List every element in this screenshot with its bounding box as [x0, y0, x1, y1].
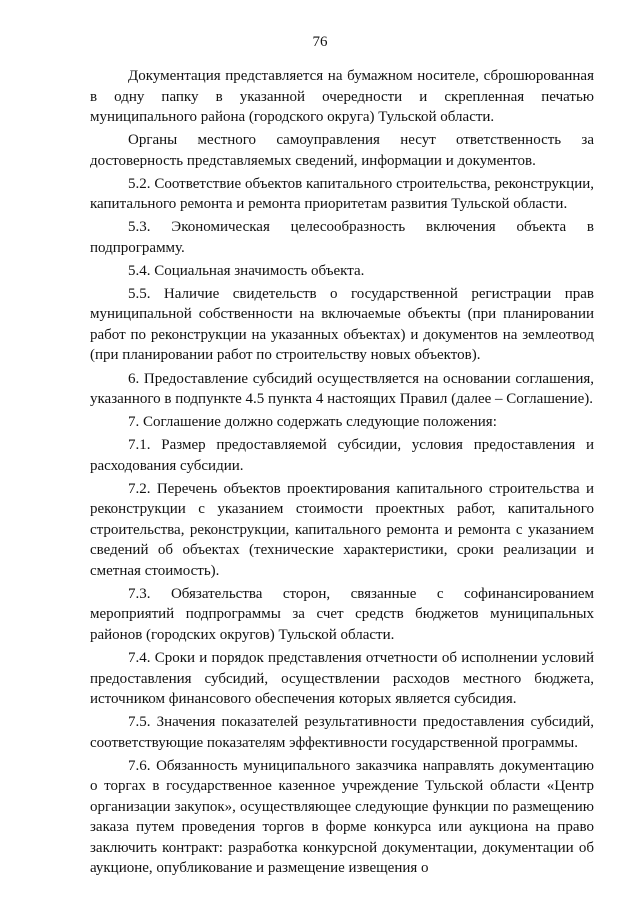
page-number: 76	[312, 34, 328, 50]
paragraph-7-6: 7.6. Обязанность муниципального заказчика направлять документацию о торгах в государственное казенное учреждение Тульской области «Центр организации закупок», осуществляющее следующие функции по размещению заказа путем проведения торгов в форме конкурса или аукциона на право заключить контракт: разработка конкурсной документации, документации об аукционе, опубликование и размещение извещения о	[90, 757, 594, 877]
paragraph-7-5: 7.5. Значения показателей результативности предоставления субсидий, соответствующие показателям эффективности государственной программы.	[90, 714, 594, 751]
paragraph-7-4: 7.4. Сроки и порядок представления отчетности об исполнении условий предоставления субсидий, осуществлении расходов местного бюджета, источником финансового обеспечения которых является субсидия.	[90, 650, 594, 708]
paragraph-7-1: 7.1. Размер предоставляемой субсидии, условия предоставления и расходования субсидии.	[90, 437, 594, 474]
paragraph-documentation: Документация представляется на бумажном носителе, сброшюрованная в одну папку в указанной очередности и скрепленная печатью муниципального района (городского округа) Тульской области.	[90, 68, 594, 125]
paragraph-5-5: 5.5. Наличие свидетельств о государственной регистрации прав муниципальной собственности на включаемые объекты (при планировании работ по реконструкции на указанных объектах) и документов на землеотвод (при планировании работ по строительству новых объектов).	[90, 285, 594, 364]
paragraph-7: 7. Соглашение должно содержать следующие положения:	[128, 414, 497, 431]
document-body	[90, 66, 594, 881]
paragraph-7-2: 7.2. Перечень объектов проектирования капитального строительства и реконструкции с указанием стоимости проектных работ, капитального строительства, реконструкции, капитального ремонта и ремонта с указанием сведений об объектах (технические характеристики, сроки реализации и сметная стоимость).	[90, 480, 594, 579]
paragraph-5-3: 5.3. Экономическая целесообразность включения объекта в подпрограмму.	[90, 219, 594, 256]
paragraph-7-3: 7.3. Обязательства сторон, связанные с софинансированием мероприятий подпрограммы за счет средств бюджетов муниципальных районов (городских округов) Тульской области.	[90, 585, 594, 643]
paragraph-6: 6. Предоставление субсидий осуществляется на основании соглашения, указанного в подпункте 4.5 пункта 4 настоящих Правил (далее – Соглашение).	[90, 370, 594, 408]
paragraph-5-2: 5.2. Соответствие объектов капитального строительства, реконструкции, капитального ремонта и ремонта приоритетам развития Тульской области.	[90, 175, 594, 213]
paragraph-responsibility: Органы местного самоуправления несут ответственность за достоверность представляемых сведений, информации и документов.	[90, 132, 594, 169]
paragraph-5-4: 5.4. Социальная значимость объекта.	[128, 262, 365, 279]
